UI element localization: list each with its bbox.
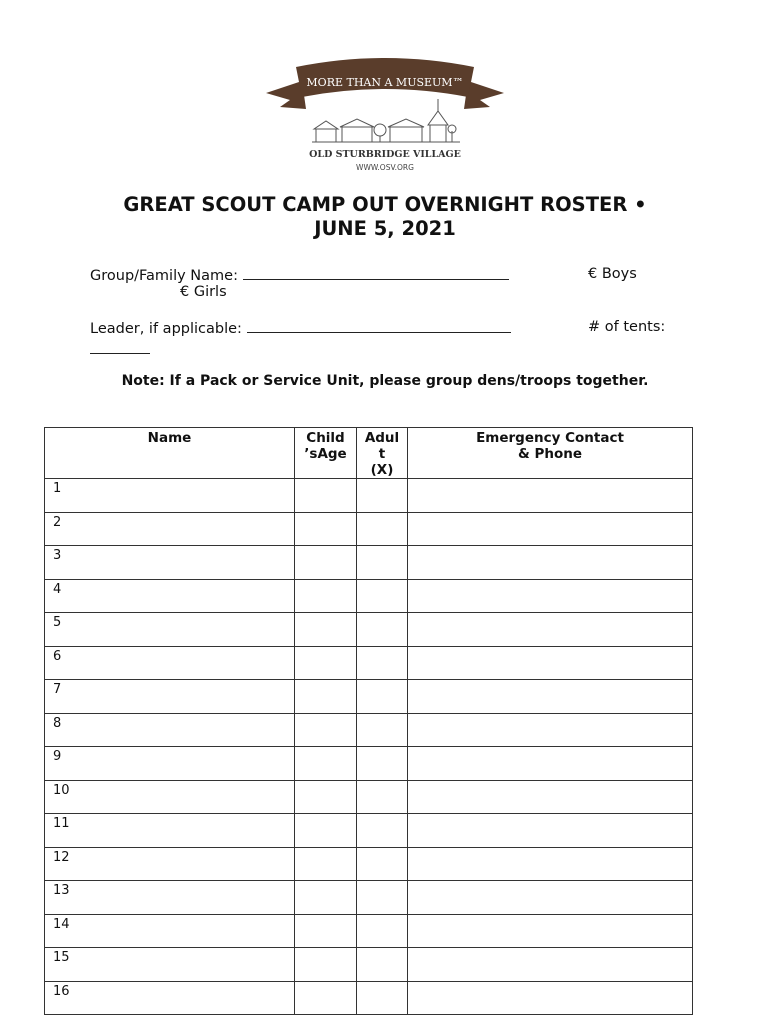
page-title-line2: JUNE 5, 2021 — [314, 217, 456, 240]
row-child-age-cell[interactable] — [295, 680, 357, 714]
row-adult-cell[interactable] — [357, 613, 408, 647]
header-emergency-contact: Emergency Contact & Phone — [408, 428, 693, 479]
row-child-age-cell[interactable] — [295, 914, 357, 948]
row-child-age-cell[interactable] — [295, 881, 357, 915]
header-child-age: Child ’sAge — [295, 428, 357, 479]
row-emergency-cell[interactable] — [408, 914, 693, 948]
row-emergency-cell[interactable] — [408, 847, 693, 881]
row-number: 3 — [53, 548, 62, 563]
table-header-row — [45, 428, 693, 479]
table-row — [45, 613, 693, 647]
row-emergency-cell[interactable] — [408, 780, 693, 814]
row-emergency-cell[interactable] — [408, 613, 693, 647]
row-number: 9 — [53, 749, 62, 764]
leader-field[interactable] — [90, 318, 511, 338]
row-number: 5 — [53, 615, 62, 630]
row-name-cell[interactable] — [45, 981, 295, 1015]
row-child-age-cell[interactable] — [295, 579, 357, 613]
row-name-cell[interactable] — [45, 847, 295, 881]
row-child-age-cell[interactable] — [295, 747, 357, 781]
tents-blank[interactable] — [90, 353, 150, 354]
row-number: 4 — [53, 581, 62, 597]
row-adult-cell[interactable] — [357, 747, 408, 781]
table-row — [45, 847, 693, 881]
row-number: 14 — [53, 916, 70, 932]
row-adult-cell[interactable] — [357, 512, 408, 546]
row-emergency-cell[interactable] — [408, 747, 693, 781]
row-name-cell[interactable] — [45, 948, 295, 982]
table-row — [45, 579, 693, 613]
girls-checkbox-label[interactable]: € Girls — [180, 284, 227, 300]
osv-logo — [262, 55, 508, 175]
row-number: 13 — [53, 883, 70, 898]
group-name-field[interactable] — [90, 265, 509, 285]
row-emergency-cell[interactable] — [408, 646, 693, 680]
row-name-cell[interactable] — [45, 747, 295, 781]
row-name-cell[interactable] — [45, 579, 295, 613]
row-number: 8 — [53, 715, 62, 731]
row-emergency-cell[interactable] — [408, 546, 693, 580]
row-adult-cell[interactable] — [357, 546, 408, 580]
table-row — [45, 914, 693, 948]
table-row — [45, 646, 693, 680]
row-adult-cell[interactable] — [357, 981, 408, 1015]
row-number: 6 — [53, 648, 62, 664]
row-number: 15 — [53, 950, 70, 965]
group-name-label: Group/Family Name: — [90, 268, 238, 284]
row-child-age-cell[interactable] — [295, 814, 357, 848]
table-row — [45, 546, 693, 580]
table-row — [45, 814, 693, 848]
header-name: Name — [45, 428, 295, 479]
row-name-cell[interactable] — [45, 914, 295, 948]
row-child-age-cell[interactable] — [295, 948, 357, 982]
row-adult-cell[interactable] — [357, 479, 408, 513]
row-number: 16 — [53, 983, 70, 999]
note-text: Note: If a Pack or Service Unit, please group dens/troops together. — [121, 373, 649, 389]
logo-banner-text: MORE THAN A MUSEUM™ — [306, 76, 464, 89]
row-adult-cell[interactable] — [357, 646, 408, 680]
tents-label: # of tents: — [588, 319, 666, 335]
table-row — [45, 747, 693, 781]
row-emergency-cell[interactable] — [408, 814, 693, 848]
logo-name: OLD STURBRIDGE VILLAGE — [309, 149, 461, 160]
leader-blank[interactable] — [247, 318, 511, 333]
row-child-age-cell[interactable] — [295, 546, 357, 580]
row-number: 7 — [53, 682, 62, 697]
table-row — [45, 948, 693, 982]
row-emergency-cell[interactable] — [408, 680, 693, 714]
row-adult-cell[interactable] — [357, 948, 408, 982]
row-name-cell[interactable] — [45, 780, 295, 814]
row-number: 2 — [53, 514, 62, 530]
row-number: 12 — [53, 849, 70, 865]
row-child-age-cell[interactable] — [295, 780, 357, 814]
page-title-line1: GREAT SCOUT CAMP OUT OVERNIGHT ROSTER • — [123, 193, 647, 216]
row-name-cell[interactable] — [45, 680, 295, 714]
table-row — [45, 881, 693, 915]
row-name-cell[interactable] — [45, 512, 295, 546]
row-emergency-cell[interactable] — [408, 579, 693, 613]
header-adult: Adul t (X) — [357, 428, 408, 479]
row-name-cell[interactable] — [45, 646, 295, 680]
row-adult-cell[interactable] — [357, 579, 408, 613]
row-adult-cell[interactable] — [357, 713, 408, 747]
row-emergency-cell[interactable] — [408, 713, 693, 747]
row-name-cell[interactable] — [45, 613, 295, 647]
table-row — [45, 479, 693, 513]
row-adult-cell[interactable] — [357, 847, 408, 881]
row-name-cell[interactable] — [45, 814, 295, 848]
row-adult-cell[interactable] — [357, 680, 408, 714]
row-emergency-cell[interactable] — [408, 881, 693, 915]
roster-table — [44, 427, 693, 1015]
table-row — [45, 981, 693, 1015]
row-name-cell[interactable] — [45, 546, 295, 580]
row-child-age-cell[interactable] — [295, 713, 357, 747]
row-emergency-cell[interactable] — [408, 512, 693, 546]
row-adult-cell[interactable] — [357, 780, 408, 814]
table-row — [45, 512, 693, 546]
table-row — [45, 713, 693, 747]
row-number: 1 — [53, 481, 62, 496]
row-child-age-cell[interactable] — [295, 646, 357, 680]
row-emergency-cell[interactable] — [408, 948, 693, 982]
row-name-cell[interactable] — [45, 713, 295, 747]
row-number: 11 — [53, 816, 70, 831]
row-number: 10 — [53, 782, 70, 798]
row-emergency-cell[interactable] — [408, 981, 693, 1015]
row-child-age-cell[interactable] — [295, 981, 357, 1015]
boys-checkbox-label[interactable]: € Boys — [588, 266, 637, 282]
row-child-age-cell[interactable] — [295, 613, 357, 647]
table-row — [45, 780, 693, 814]
table-row — [45, 680, 693, 714]
row-name-cell[interactable] — [45, 479, 295, 513]
row-adult-cell[interactable] — [357, 814, 408, 848]
group-name-blank[interactable] — [243, 265, 509, 280]
leader-label: Leader, if applicable: — [90, 321, 242, 337]
row-adult-cell[interactable] — [357, 914, 408, 948]
row-child-age-cell[interactable] — [295, 847, 357, 881]
row-child-age-cell[interactable] — [295, 479, 357, 513]
row-child-age-cell[interactable] — [295, 512, 357, 546]
row-name-cell[interactable] — [45, 881, 295, 915]
row-emergency-cell[interactable] — [408, 479, 693, 513]
logo-url: WWW.OSV.ORG — [356, 163, 414, 172]
row-adult-cell[interactable] — [357, 881, 408, 915]
